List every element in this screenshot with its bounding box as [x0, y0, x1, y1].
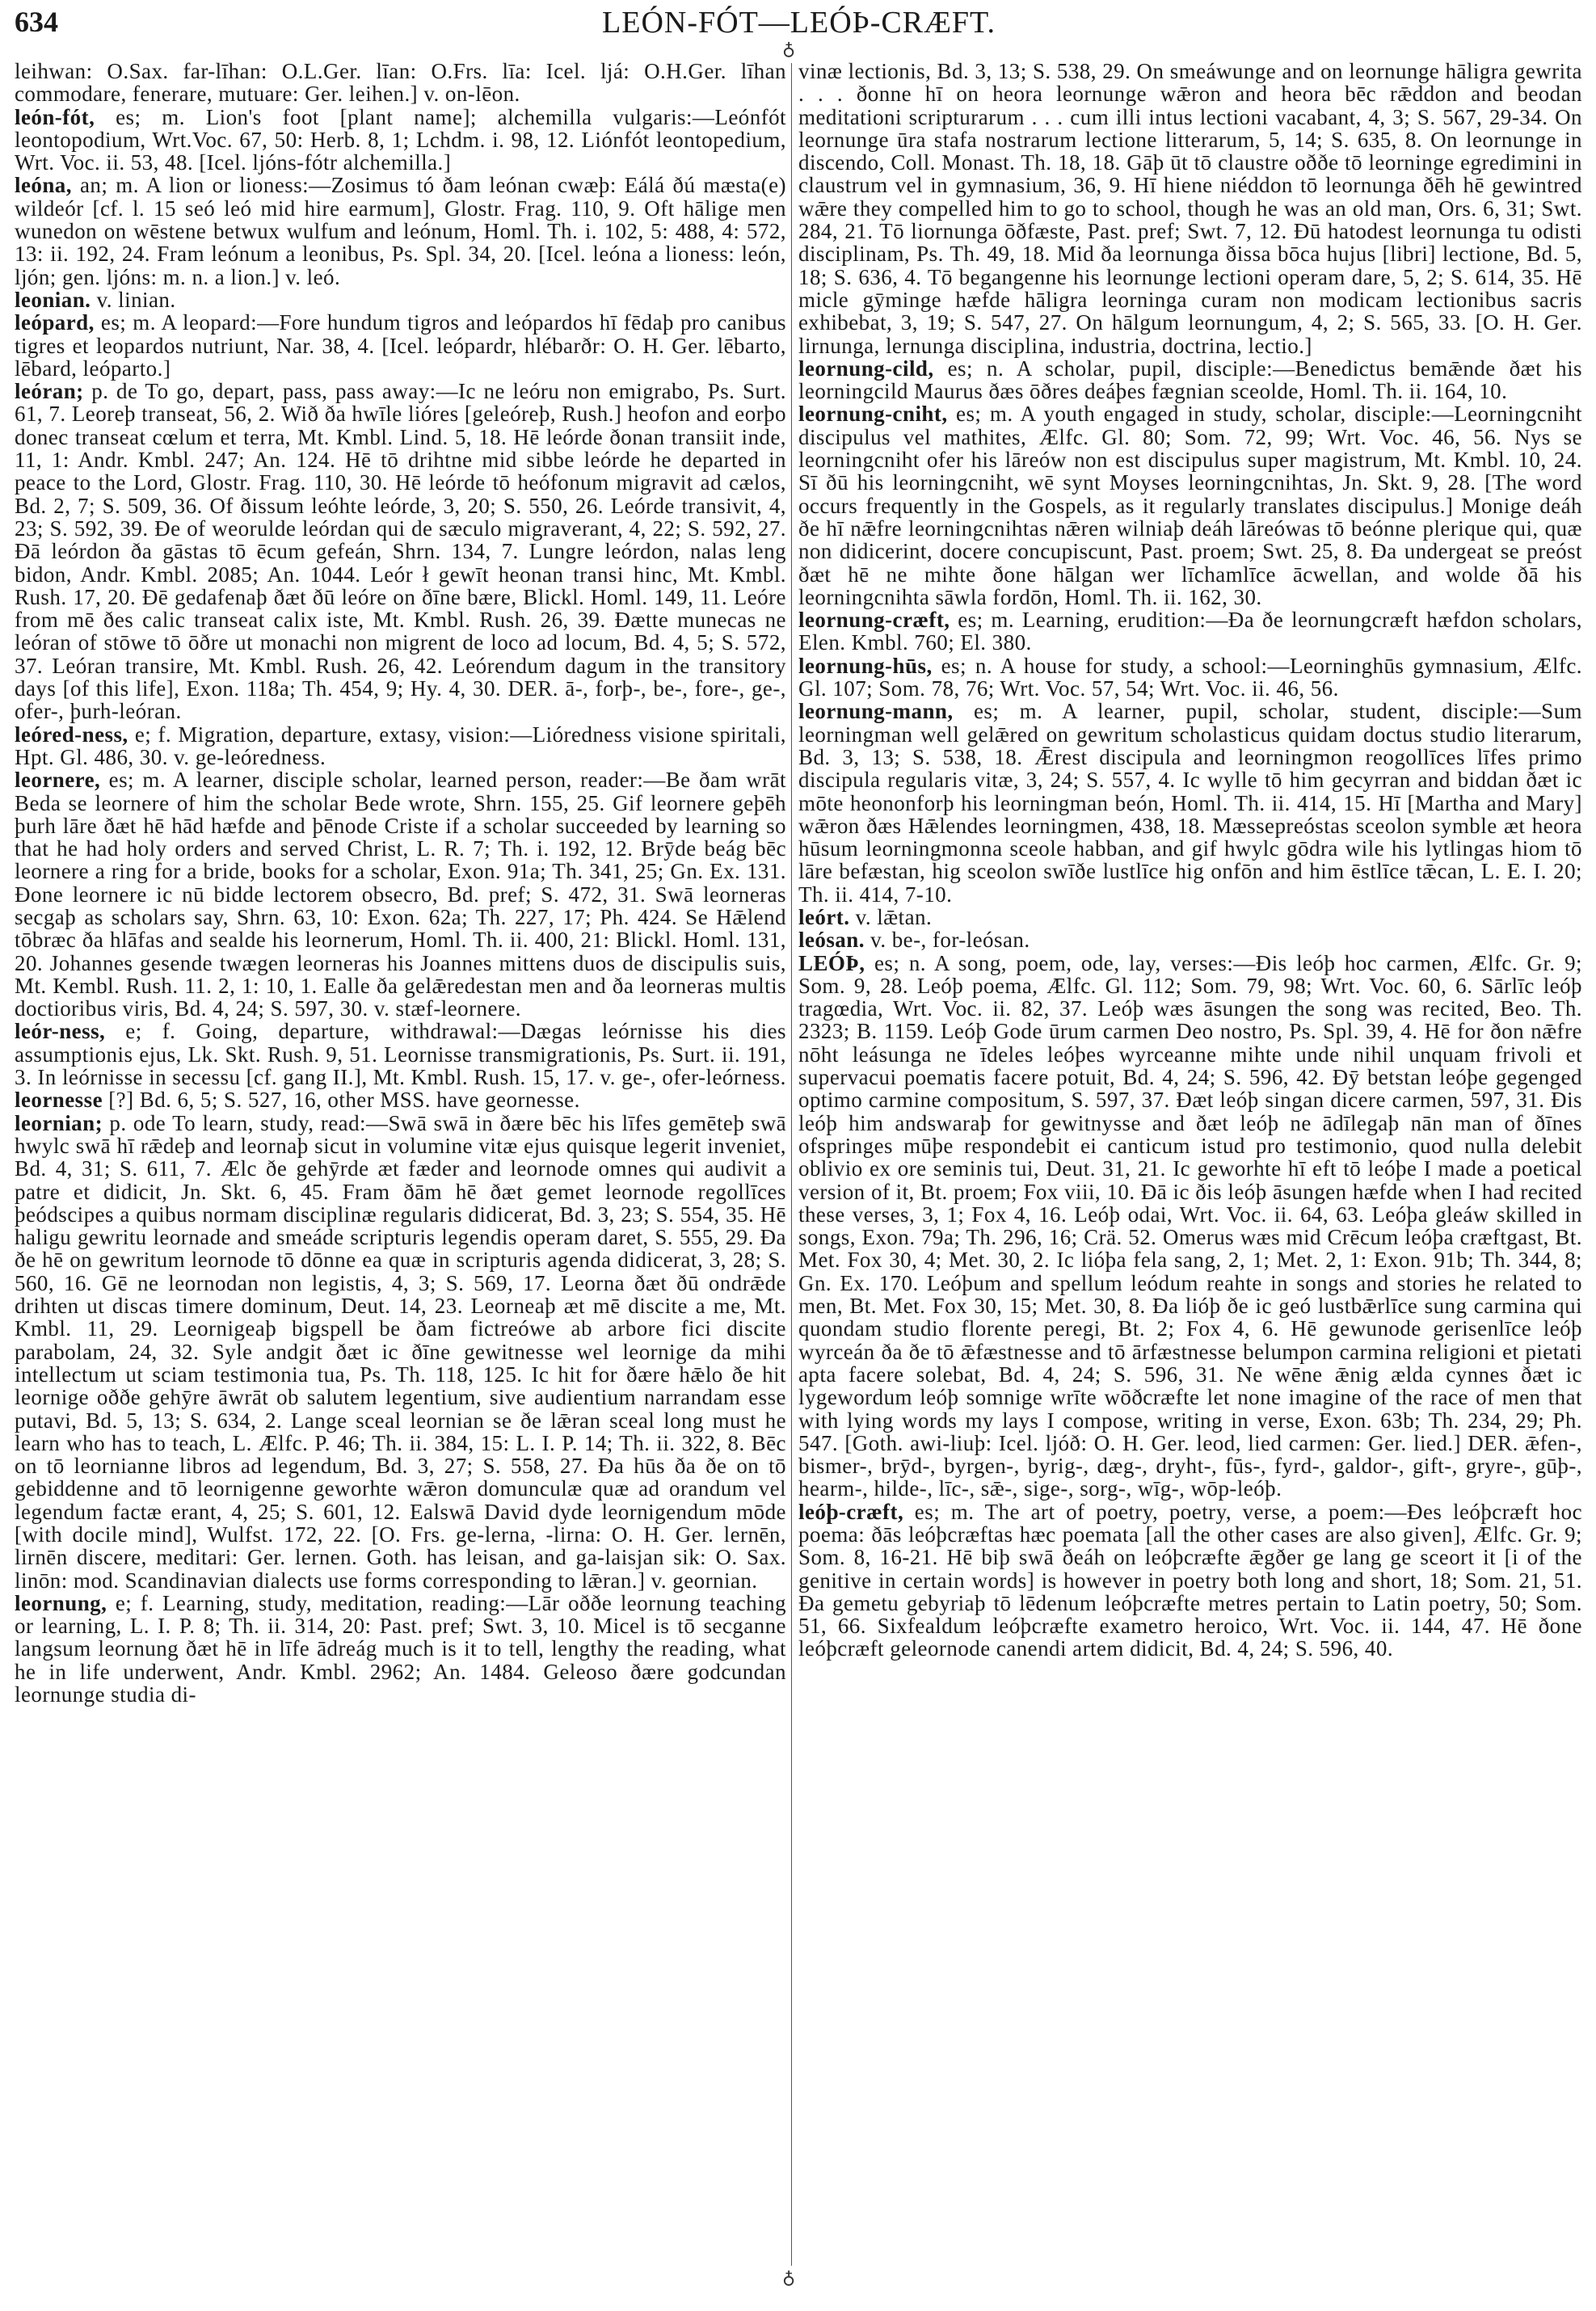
- dictionary-entry: [798, 608, 1582, 655]
- dictionary-entry: [798, 357, 1582, 403]
- left-column: [15, 60, 786, 2279]
- entry-body: v. lǣtan.: [849, 904, 933, 929]
- entry-body: es; m. A leopard:—Fore hundum tigros and leópardos hī fēdaþ pro canibus tigres et leopardos nutriunt, Nar. 38, 4. [Icel. leópardr, hlébarðr: O. H. Ger. lēbarto, lēbard, leóparto.]: [15, 310, 786, 381]
- entry-headword: leornesse: [15, 1088, 103, 1113]
- dictionary-entry: [798, 952, 1582, 1501]
- entry-body: vinæ lectionis, Bd. 3, 13; S. 538, 29. On smeáwunge and on leornunge hāligra gewrita . . . ðonne hī on heora leornunge wǣron and heora bēc rǣddon and beodan meditationi scripturarum . . . cum illi intus lectioni vacabant, 4, 3; S. 567, 29-34. On leornunge ūra stafa nostrarum lectione litterarum, 5, 14; S. 635, 8. On leornunge in discendo, Coll. Monast. Th. 18, 18. Gāþ ūt tō claustre oððe tō leorninge egredimini in claustrum vel in gymnasium, 36, 9. Hī hiene niéddon tō leornunga ðēh hē gewintred wǣre they compelled him to go to school, though he was an old man, Ors. 6, 31; Swt. 284, 21. Tō liornunga ōðfæste, Past. pref; Swt. 7, 12. Ðū hatodest leornunga tu odisti disciplinam, Ps. Th. 49, 18. Mid ða leornunga ðissa bōca hujus [libri] lectione, Bd. 5, 18; S. 636, 4. Tō begangenne his leornunge lectioni operam dare, 5, 2; S. 614, 35. Hē micle gȳminge hæfde hāligra leorninga curam non modicam lectionibus sacris exhibebat, 3, 19; S. 547, 27. On hālgum leornungum, 4, 2; S. 565, 33. [O. H. Ger. lirnunga, lernunga disciplina, industria, doctrina, lectio.]: [798, 60, 1582, 358]
- entry-body: es; m. A learner, disciple scholar, learned person, reader:—Be ðam wrāt Beda se leornere of him the scholar Bede wrote, Shrn. 155, 25. Gif leornere geþēh þurh lāre ðæt hē hād hæfde and þēnode Criste if a scholar succeeded by learning so that he had holy orders and served Christ, L. R. 7; Th. i. 192, 12. Brȳde beág bēc leornere a ring for a bride, books for a scholar, Exon. 91a; Th. 341, 25; Gn. Ex. 131. Ðone leornere ic nū bidde lectorem obsecro, Bd. pref; S. 472, 31. Swā leorneras secgaþ as scholars say, Shrn. 63, 10: Exon. 62a; Th. 227, 17; Ph. 424. Se Hǣlend tōbræc ða hlāfas and sealde his leornerum, Homl. Th. ii. 400, 21: Blickl. Homl. 131, 20. Johannes gesende twægen leorneras his Joannes mittens duos de discipulis suis, Mt. Kembl. Rush. 11. 2, 1: 10, 1. Ealle ða gelǣredestan men and ða leorneras multis doctioribus viris, Bd. 4, 24; S. 597, 30. v. stæf-leornere.: [15, 768, 786, 1021]
- entry-headword: leonian.: [15, 287, 91, 312]
- entry-body: p. de To go, depart, pass, pass away:—Ic ne leóru non emigrabo, Ps. Surt. 61, 7. Leoreþ transeat, 56, 2. Wið ða hwīle lióres [geleóreþ, Rush.] heofon and eorþo donec transeat cœlum et terra, Mt. Kmbl. Lind. 5, 18. Hē leórde ðonan transiit inde, 11, 1: Andr. Kmbl. 247; An. 124. Hē tō drihtne mid sibbe leórde he departed in peace to the Lord, Glostr. Frag. 110, 30. Hē leórde tō heófonum migravit ad cælos, Bd. 2, 7; S. 509, 36. Of ðissum leóhte leórde, 3, 20; S. 550, 26. Leórde transivit, 4, 23; S. 592, 39. Ðe of weorulde leórdan qui de sæculo migraverant, 4, 22; S. 592, 27. Ðā leórdon ða gāstas tō ēcum gefeán, Shrn. 134, 7. Lungre leórdon, nalas leng bidon, Andr. Kmbl. 2085; An. 1044. Leór ł gewīt heonan transi hinc, Mt. Kmbl. Rush. 17, 20. Ðē gedafenaþ ðæt ðū leóre on ðīne bære, Blickl. Homl. 149, 11. Leóre from mē ðes calic transeat calix iste, Mt. Kmbl. Rush. 26, 39. Ðætte munecas ne leóran of stōwe tō ōðre ut monachi non migrent de loco ad locum, Bd. 4, 5; S. 572, 37. Leóran transire, Mt. Kmbl. Rush. 26, 42. Leórendum dagum in the transitory days [of this life], Exon. 118a; Th. 454, 9; Hy. 4, 30. DER. ā-, forþ-, be-, fore-, ge-, ofer-, þurh-leóran.: [15, 379, 786, 724]
- dictionary-entry: [798, 928, 1582, 951]
- entry-headword: leornung-cild,: [798, 356, 934, 381]
- entry-headword: leóna,: [15, 173, 72, 198]
- dictionary-entry: [15, 174, 786, 288]
- column-ornament-icon: ♁: [782, 39, 796, 59]
- entry-headword: leornian;: [15, 1110, 103, 1135]
- right-column: [798, 60, 1582, 2279]
- entry-headword: leósan.: [798, 928, 865, 953]
- entry-body: v. be-, for-leósan.: [864, 928, 1030, 953]
- dictionary-entry: [15, 768, 786, 1020]
- entry-headword: LEÓÞ,: [798, 950, 865, 975]
- entry-body: es; n. A house for study, a school:—Leorninghūs gymnasium, Ælfc. Gl. 107; Som. 78, 76; Wrt. Voc. 57, 54; Wrt. Voc. ii. 46, 56.: [798, 653, 1582, 701]
- entry-headword: leornere,: [15, 768, 101, 793]
- entry-body: es; m. Lion's foot [plant name]; alchemilla vulgaris:—Leónfót leontopodium, Wrt.Voc. 67, 50: Herb. 8, 1; Lchdm. i. 98, 12. Liónfót leontopedium, Wrt. Voc. ii. 53, 48. [Icel. ljóns-fótr alchemilla.]: [15, 104, 786, 175]
- dictionary-entry: [798, 655, 1582, 701]
- page-title: LEÓN-FÓT—LEÓÞ-CRÆFT.: [602, 6, 996, 40]
- entry-headword: leornung,: [15, 1590, 107, 1615]
- dictionary-entry: [15, 60, 786, 106]
- entry-body: e; f. Going, departure, withdrawal:—Dægas leórnisse his dies assumptionis ejus, Lk. Skt. Rush. 9, 51. Leornisse transmigrationis, Ps. Surt. ii. 191, 3. In leórnisse in secessu [cf. gang II.], Mt. Kmbl. Rush. 15, 17. v. ge-, ofer-leórness.: [15, 1019, 786, 1090]
- entry-body: es; m. A learner, pupil, scholar, student, disciple:—Sum leorningman well gelǣred on gewritum scholasticus quidam doctus studio literarum, Bd. 3, 13; S. 538, 18. Ǣrest discipula and leorningmon reogollīces līfes primo discipula regularis vitæ, 3, 24; S. 557, 4. Ic wylle tō him gecyrran and biddan ðæt ic mōte heononforþ his leorningman beón, Homl. Th. ii. 414, 15. Hī [Martha and Mary] wǣron ðæs Hǣlendes leorningmen, 438, 18. Mæssepreóstas sceolon symble æt heora hūsum leorningmonna sceole habban, and gif hwylc gōdra wile his lytlingas hiom tō lāre befæstan, hig sceolon swīðe lustlīce hig onfōn and him ēstlīce tǣcan, L. E. I. 20; Th. ii. 414, 7-10.: [798, 699, 1582, 907]
- entry-headword: leornung-cniht,: [798, 402, 948, 427]
- entry-headword: leornung-mann,: [798, 699, 954, 724]
- page-number: 634: [15, 6, 58, 38]
- page-header: [15, 5, 1583, 53]
- dictionary-entry: [15, 1020, 786, 1088]
- dictionary-entry: [15, 1592, 786, 1706]
- entry-headword: leóred-ness,: [15, 722, 128, 747]
- entry-headword: león-fót,: [15, 104, 95, 129]
- entry-body: es; m. The art of poetry, poetry, verse, a poem:—Ðes leóþcræft hoc poema: ðās leóþcræftas hæc poemata [all the other cases are also given], Ælfc. Gr. 9; Som. 8, 16-21. Hē biþ swā ðeáh on leóþcræfte ǣgðer ge lang ge sceort it [i of the genitive in certain words] is however in poetry both long and short, 18; Som. 21, 51. Ða gemetu gebyriaþ tō lēdenum leóþcræfte metres pertain to Latin poetry, 50; Som. 51, 66. Sixfealdum leóþcræfte exametro heroico, Wrt. Voc. ii. 144, 47. Hē ðone leóþcræft geleornode canendi artem didicit, Bd. 4, 24; S. 596, 40.: [798, 1499, 1582, 1661]
- entry-body: es; n. A scholar, pupil, disciple:—Benedictus bemǣnde ðæt his leorningcild Maurus ðæs ōðres deáþes fægnian sceolde, Homl. Th. ii. 164, 10.: [798, 356, 1582, 404]
- column-ornament-icon: ♁: [782, 2267, 796, 2288]
- entry-headword: leornung-cræft,: [798, 608, 950, 633]
- dictionary-entry: [798, 402, 1582, 608]
- entry-body: es; m. Learning, erudition:—Ða ðe leornungcræft hæfdon scholars, Elen. Kmbl. 760; El. 380.: [798, 608, 1582, 655]
- dictionary-entry: [15, 106, 786, 175]
- entry-body: [?] Bd. 6, 5; S. 527, 16, other MSS. have geornesse.: [103, 1088, 580, 1113]
- dictionary-entry: [798, 60, 1582, 357]
- entry-body: an; m. A lion or lioness:—Zosimus tó ðam leónan cwæþ: Eálá ðú mæsta(e) wildeór [cf. l. 15 seó leó mid hire earmum], Glostr. Frag. 110, 9. Oft hālige men wunedon on wēstene betwux wulfum and leónum, Homl. Th. i. 102, 5: 488, 4: 572, 13: ii. 192, 24. Fram leónum a leonibus, Ps. Spl. 34, 20. [Icel. leóna a lioness: león, ljón; gen. ljóns: m. n. a lion.] v. leó.: [15, 173, 786, 289]
- dictionary-entry: [798, 1501, 1582, 1661]
- entry-headword: leornung-hūs,: [798, 653, 933, 678]
- entry-body: e; f. Learning, study, meditation, reading:—Lār oððe leornung teaching or learning, L. I. P. 8; Th. ii. 314, 20: Past. pref; Swt. 3, 10. Micel is tō secganne langsum leornung ðæt hē in līfe ādreág much is it to tell, lengthy the reading, what he in life underwent, Andr. Kmbl. 2962; An. 1484. Geleoso ðære godcundan leornunge studia di-: [15, 1590, 786, 1707]
- entry-body: p. ode To learn, study, read:—Swā swā in ðære bēc his līfes gemēteþ swā hwylc swā hī rǣdeþ and leornaþ sicut in volumine vitæ ejus quisque legerit inveniet, Bd. 4, 31; S. 611, 7. Ælc ðe gehȳrde æt fæder and leornode omnes qui audivit a patre et didicit, Jn. Skt. 6, 45. Fram ðām hē ðæt gemet leornode regollīces þeódscipes a quibus normam disciplinæ regularis didicerat, Bd. 3, 23; S. 554, 35. Hē haligu gewritu leornade and smeáde scripturis legendis operam daret, S. 555, 29. Ða ðe hē on gewritum leornode tō dōnne ea quæ in scripturis agenda didicerat, 3, 28; S. 560, 16. Gē ne leornodan non legistis, 4, 3; S. 569, 17. Leorna ðæt ðū ondrǣde drihten ut discas timere dominum, Deut. 14, 23. Leorneaþ æt mē discite a me, Mt. Kmbl. 11, 29. Leornigeaþ bigspell be ðam fictreówe ab arbore fici discite parabolam, 24, 32. Syle andgit ðæt ic ðīne gewitnesse wel leornige da mihi intellectum ut sciam testimonia tua, Ps. Th. 118, 125. Ic hit for ðære hǣlo ðe hit leornige oððe gehȳre āwrāt ob salutem legentium, sive audientium narrandam esse putavi, Bd. 5, 13; S. 634, 2. Lange sceal leornian se ðe lǣran sceal long must he learn who has to teach, L. Ælfc. P. 46; Th. ii. 384, 15: L. I. P. 14; Th. ii. 322, 8. Bēc on tō leornianne libros ad legendum, Bd. 3, 27; S. 558, 27. Ða hūs ða ðe on tō gebiddenne and tō leornigenne geworhte wǣron domunculæ quæ ad orandum vel legendum factæ erant, 4, 25; S. 601, 12. Ealswā David dyde leornigendum mōde [with docile mind], Wulfst. 172, 22. [O. Frs. ge-lerna, -lirna: O. H. Ger. lernēn, lirnēn discere, meditari: Ger. lernen. Goth. has leisan, and ga-laisjan sik: O. Sax. linōn: mod. Scandinavian dialects use forms corresponding to lǣran.] v. geornian.: [15, 1110, 786, 1593]
- entry-body: leihwan: O.Sax. far-līhan: O.L.Ger. līan: O.Frs. līa: Icel. ljá: O.H.Ger. līhan commodare, fenerare, mutuare: Ger. leihen.] v. on-lēon.: [15, 60, 786, 107]
- entry-headword: leórt.: [798, 904, 850, 929]
- entry-body: e; f. Migration, departure, extasy, vision:—Lióredness visione spiritali, Hpt. Gl. 486, 30. v. ge-leóredness.: [15, 722, 786, 769]
- dictionary-entry: [15, 311, 786, 380]
- dictionary-entry: [798, 906, 1582, 928]
- dictionary-entry: [15, 1088, 786, 1111]
- entry-headword: leóþ-cræft,: [798, 1499, 904, 1524]
- dictionary-entry: [15, 1112, 786, 1592]
- entry-body: es; n. A song, poem, ode, lay, verses:—Ðis leóþ hoc carmen, Ælfc. Gr. 9; Som. 9, 28. Leóþ poema, Ælfc. Gl. 112; Som. 79, 98; Wrt. Voc. 60, 6. Sārlīc leóþ tragœdia, Wrt. Voc. ii. 82, 37. Leóþ wæs āsungen the song was recited, Beo. Th. 2323; B. 1159. Leóþ Gode ūrum carmen Deo nostro, Ps. Spl. 39, 4. Hē for ðon nǣfre nōht leásunga ne īdeles leóþes wyrceanne mihte unde nihil unquam frivoli et supervacui poematis facere potuit, Bd. 4, 24; S. 596, 42. Ðȳ betstan leóþe gegenged optimo carmine compositum, S. 597, 37. Ðæt leóþ singan dicere carmen, 597, 31. Ðis leóþ him andswaraþ for gewitnysse and ðæt leóþ ne ādīlegaþ nān man of ðīnes ofspringes mūþe respondebit ei canticum istud pro testimonio, quod nulla delebit oblivio ex ore seminis tui, Deut. 31, 21. Ic geworhte hī eft tō leóþe I made a poetical version of it, Bt. proem; Fox viii, 10. Ðā ic ðis leóþ āsungen hæfde when I had recited these verses, 3, 1; Fox 4, 16. Leóþ odai, Wrt. Voc. ii. 64, 63. Leóþa gleáw skilled in songs, Exon. 79a; Th. 296, 16; Crä. 52. Omerus wæs mid Crēcum leóþa cræftgast, Bt. Met. Fox 30, 4; Met. 30, 2. Ic lióþa fela sang, 2, 1; Met. 2, 1: Exon. 91b; Th. 344, 8; Gn. Ex. 170. Leóþum and spellum leódum reahte in songs and stories he related to men, Bt. Met. Fox 30, 15; Met. 30, 8. Ða lióþ ðe ic geó lustbǣrlīce sung carmina qui quondam studio florente peregi, Bt. 2; Fox 4, 6. Hē gewunode gerisenlīce leóþ wyrceán ða ðe tō ǣfæstnesse and tō ārfæstnesse belumpon carmina religioni et pietati apta facere solebat, Bd. 4, 24; S. 596, 31. Ne wēne ǣnig ælda cynnes ðæt ic lygewordum leóþ somnige wrīte wōðcræfte let none imagine of the race of men that with lying words my lays I compose, writing in verse, Exon. 63b; Th. 234, 29; Ph. 547. [Goth. awi-liuþ: Icel. ljóð: O. H. Ger. leod, lied carmen: Ger. lied.] DER. ǣfen-, bismer-, brȳd-, byrgen-, byrig-, dæg-, dryht-, fūs-, fyrd-, galdor-, gift-, gryre-, gūþ-, hearm-, hilde-, līc-, sǣ-, sige-, sorg-, wīg-, wōp-leóþ.: [798, 950, 1582, 1501]
- dictionary-entry: [15, 723, 786, 769]
- entry-body: es; m. A youth engaged in study, scholar, disciple:—Leorningcniht discipulus vel mathites, Ælfc. Gl. 80; Som. 72, 99; Wrt. Voc. 46, 56. Nys se leorningcniht ofer his lāreów non est discipulus super magistrum, Mt. Kmbl. 10, 24. Sī ðū his leorningcniht, wē synt Moyses leorningcnihtas, Jn. Skt. 9, 28. [The word occurs frequently in the Gospels, as it regularly translates discipulus.] Monige deáh ðe hī nǣfre leorningcnihtas nǣren wilniaþ deáh lāreówas tō beónne plerique qui, quæ non didicerint, docere concupiscunt, Past. proem; Swt. 25, 8. Ða undergeat se preóst ðæt hē ne mihte ðone hālgan wer līchamlīce ācwellan, and wolde ðā his leorningcnihta sāwla fordōn, Homl. Th. ii. 162, 30.: [798, 402, 1582, 609]
- entry-headword: leór-ness,: [15, 1019, 106, 1044]
- entry-headword: leópard,: [15, 310, 95, 335]
- entry-headword: leóran;: [15, 379, 84, 404]
- dictionary-entry: [798, 700, 1582, 906]
- entry-body: v. linian.: [91, 287, 176, 312]
- dictionary-entry: [15, 288, 786, 311]
- dictionary-entry: [15, 380, 786, 722]
- column-divider: [791, 63, 792, 2266]
